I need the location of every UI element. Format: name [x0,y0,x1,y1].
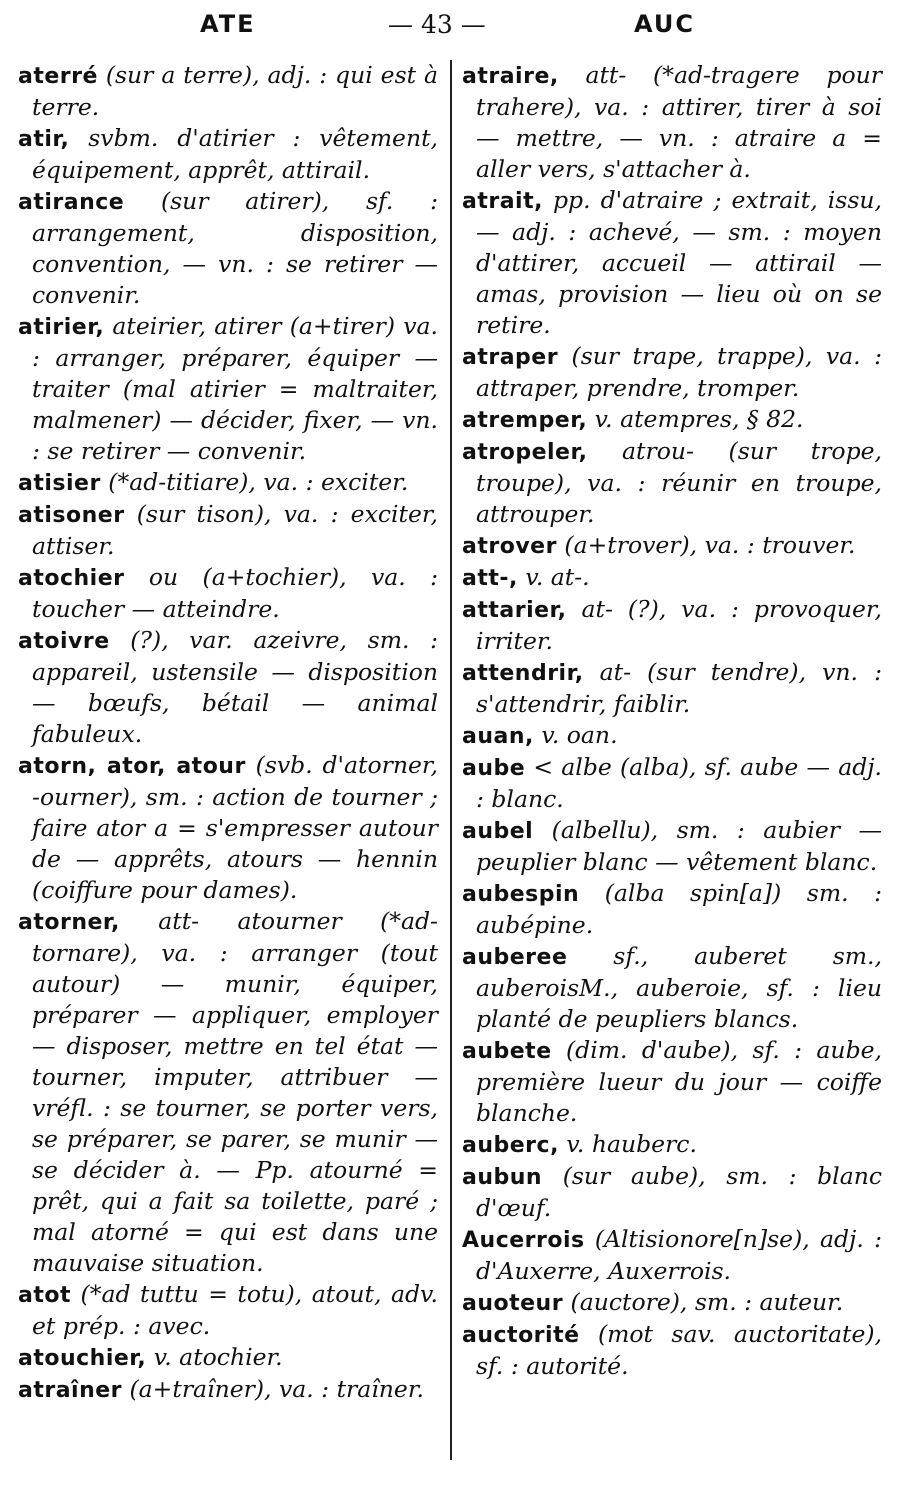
dictionary-entry [18,123,438,186]
entry-definition: (Altisionore[n]se), adj. : d'Auxerre, Auxerrois. [476,1225,882,1285]
entry-definition: pp. d'atraire ; extrait, issu, — adj. : achevé, — sm. : moyen d'attirer, accueil — attirail — amas, provision — lieu où on se retire. [476,186,882,339]
entry-definition: (dim. d'aube), sf. : aube, première lueur du jour — coiffe blanche. [476,1036,882,1127]
entry-headword: auberee [462,945,568,970]
entry-headword: atisoner [18,503,125,528]
dictionary-entry [462,657,882,720]
entry-headword: atirier, [18,315,105,340]
column-divider [450,60,452,1460]
dictionary-entry [18,1374,438,1406]
entry-headword: atrover [462,534,557,559]
entry-definition: sf., auberet sm., auberoisM., auberoie, sf. : lieu planté de peupliers blancs. [476,942,882,1033]
entry-definition: v. at-. [517,563,590,591]
entry-definition: (?), var. azeivre, sm. : appareil, ustensile — disposition — bœufs, bétail — animal fabuleux. [32,626,438,748]
dictionary-entry [462,404,882,436]
entry-headword: att-, [462,566,518,591]
dictionary-entry [18,906,438,1279]
entry-definition: (mot sav. auctoritate), sf. : autorité. [476,1320,882,1380]
entry-definition: (sur trape, trappe), va. : attraper, prendre, tromper. [476,342,882,402]
right-column [462,60,882,1382]
dictionary-entry [462,1224,882,1287]
dictionary-entry [18,1279,438,1342]
dictionary-entry [18,499,438,562]
entry-definition: (sur aube), sm. : blanc d'œuf. [476,1162,882,1222]
entry-headword: atorner, [18,910,120,935]
entry-definition: (*ad tuttu = totu), atout, adv. et prép. : avec. [32,1280,438,1340]
entry-definition: ou (a+tochier), va. : toucher — atteindre. [32,563,438,623]
entry-definition: ateirier, atirer (a+tirer) va. : arranger, préparer, équiper — traiter (mal atirier = maltraiter, malmener) — décider, fixer, — vn. : se retirer — convenir. [32,312,438,465]
header-left-guideword: ATE [200,10,256,38]
page-number: — 43 — [388,10,486,39]
entry-headword: aterré [18,64,98,89]
entry-headword: aubun [462,1165,543,1190]
entry-definition: (alba spin[a]) sm. : aubépine. [476,879,882,939]
entry-headword: aubespin [462,882,580,907]
dictionary-entry [462,341,882,404]
entry-headword: atoivre [18,629,110,654]
dictionary-entry [18,467,438,499]
entry-headword: atot [18,1283,71,1308]
entry-definition: (sur tison), va. : exciter, attiser. [32,500,438,560]
entry-headword: auoteur [462,1291,564,1316]
entry-definition: v. hauberc. [558,1130,697,1158]
entry-definition: atrou- (sur trope, troupe), va. : réunir en troupe, attrouper. [476,437,882,528]
entry-definition: v. atempres, § 82. [587,405,804,433]
dictionary-entry [462,720,882,752]
entry-definition: (auctore), sm. : auteur. [563,1288,844,1316]
dictionary-entry [18,562,438,625]
dictionary-entry [462,941,882,1035]
entry-headword: attarier, [462,598,567,623]
dictionary-entry [462,752,882,815]
dictionary-entry [462,1287,882,1319]
entry-definition: att- (*ad-tragere pour trahere), va. : attirer, tirer à soi — mettre, — vn. : atraire a = aller vers, s'attacher à. [476,61,882,183]
entry-definition: (albellu), sm. : aubier — peuplier blanc — vêtement blanc. [476,816,882,876]
entry-headword: auberc, [462,1133,559,1158]
dictionary-entry [462,1129,882,1161]
entry-headword: atirance [18,190,125,215]
entry-definition: (*ad-titiare), va. : exciter. [100,468,409,496]
entry-headword: aubete [462,1039,552,1064]
entry-headword: atir, [18,127,70,152]
entry-definition: (a+traîner), va. : traîner. [122,1375,424,1403]
dictionary-entry [18,60,438,123]
entry-definition: v. atochier. [146,1343,283,1371]
entry-headword: atorn, ator, atour [18,754,246,779]
dictionary-entry [462,594,882,657]
dictionary-entry [18,750,438,906]
dictionary-entry [18,311,438,467]
dictionary-entry [462,436,882,530]
dictionary-entry [462,815,882,878]
entry-definition: at- (?), va. : provoquer, irriter. [476,595,882,655]
entry-headword: atouchier, [18,1346,147,1371]
entry-definition: (a+trover), va. : trouver. [556,531,856,559]
entry-headword: atrait, [462,189,543,214]
entry-definition: at- (sur tendre), vn. : s'attendrir, faiblir. [476,658,882,718]
dictionary-entry [462,185,882,341]
entry-headword: auan, [462,724,534,749]
entry-definition: att- atourner (*ad-tornare), va. : arranger (tout autour) — munir, équiper, préparer — appliquer, employer — disposer, mettre en tel état — tourner, imputer, attribuer — vréfl. : se tourner, se porter vers, se préparer, se parer, se munir — se décider à. — Pp. atourné = prêt, qui a fait sa toilette, paré ; mal atorné = qui est dans une mauvaise situation. [32,907,438,1277]
entry-headword: Aucerrois [462,1228,585,1253]
entry-headword: atremper, [462,408,588,433]
entry-headword: atropeler, [462,440,588,465]
dictionary-entry [462,1319,882,1382]
header-right-guideword: AUC [634,10,695,38]
dictionary-entry [18,1342,438,1374]
dictionary-entry [18,625,438,750]
dictionary-entry [18,186,438,311]
dictionary-entry [462,530,882,562]
entry-headword: auctorité [462,1323,580,1348]
dictionary-entry [462,60,882,185]
page-header [0,4,900,44]
entry-headword: atraîner [18,1378,123,1403]
entry-definition: svbm. d'atirier : vêtement, équipement, apprêt, attirail. [32,124,438,184]
dictionary-entry [462,878,882,941]
entry-headword: attendrir, [462,661,584,686]
entry-definition: (svb. d'atorner, -ourner), sm. : action de tourner ; faire ator a = s'empresser autour de — apprêts, atours — hennin (coiffure pour dames). [32,751,438,904]
entry-definition: < albe (alba), sf. aube — adj. : blanc. [476,753,882,813]
dictionary-entry [462,1035,882,1129]
entry-headword: atraper [462,345,559,370]
entry-headword: aubel [462,819,534,844]
dictionary-entry [462,562,882,594]
left-column [18,60,438,1406]
entry-definition: (sur a terre), adj. : qui est à terre. [32,61,438,121]
entry-definition: (sur atirer), sf. : arrangement, disposition, convention, — vn. : se retirer — convenir. [32,187,438,309]
entry-headword: aube [462,756,526,781]
entry-definition: v. oan. [533,721,618,749]
entry-headword: atraire, [462,64,559,89]
dictionary-entry [462,1161,882,1224]
entry-headword: atisier [18,471,101,496]
entry-headword: atochier [18,566,125,591]
